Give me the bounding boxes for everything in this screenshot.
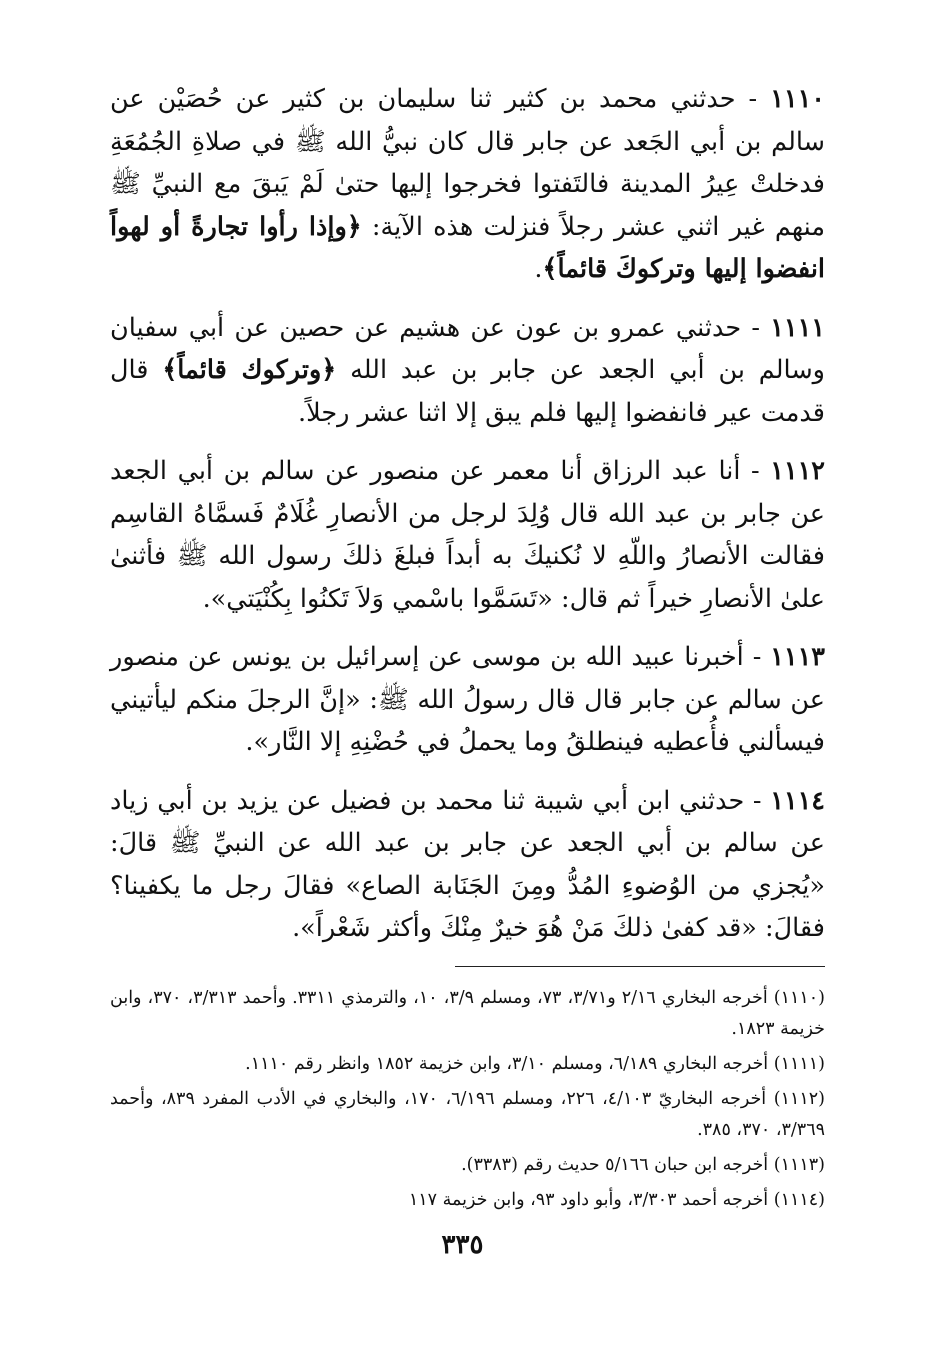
footnote-divider (455, 966, 825, 967)
hadith-text: أخبرنا عبيد الله بن موسى عن إسرائيل بن يونس عن منصور عن سالم عن جابر قال قال رسولُ الله ﷺ: «إنَّ الرجلَ منكم ليأتيني فيسألني فأُعطيه فينطلقُ وما يحملُ في حُضْنِهِ إلا النَّار». (110, 642, 825, 757)
quran-verse: ﴿وتركوك قائماً﴾ (162, 355, 337, 385)
footnote-1112: (١١١٢) أخرجه البخاريّ ٤/١٠٣، ٢٢٦، ومسلم ٦/١٩٦، ١٧٠، والبخاري في الأدب المفرد ٨٣٩، وأحمد ٣/٣٦٩، ٣٧٠، ٣٨٥. (110, 1088, 825, 1140)
footnote-1113: (١١١٣) أخرجه ابن حبان ٥/١٦٦ حديث رقم (٣٣٨٣). (461, 1154, 825, 1175)
footnote-1114: (١١١٤) أخرجه أحمد ٣/٣٠٣، وأبو داود ٩٣، وابن خزيمة ١١٧ (408, 1189, 825, 1210)
hadith-text: حدثني عمرو بن عون عن هشيم عن حصين عن أبي سفيان وسالم بن أبي الجعد عن جابر بن عبد الله (110, 312, 825, 385)
hadith-number: ١١١٢ (770, 456, 825, 486)
hadith-number: ١١١١ (770, 312, 826, 343)
hadith-number: ١١١٠ (770, 84, 825, 114)
hadith-text: أنا عبد الرزاق أنا معمر عن منصور عن سالم بن أبي الجعد عن جابر بن عبد الله قال وُلِدَ لرجل من الأنصارِ غُلَامٌ فَسمَّاهُ القاسِم فقالت الأنصارُ واللّهِ لا نُكنيكَ به أبداً فبلغَ ذلكَ رسول الله ﷺ فأثنىٰ علىٰ الأنصارِ خيراً ثم قال: «تَسَمَّوا باسْمي وَلاَ تَكنُوا بِكُنْيَتي». (110, 456, 825, 614)
hadith-1114: ١١١٤ - حدثني ابن أبي شيبة ثنا محمد بن فضيل عن يزيد بن أبي زياد عن سالم بن أبي الجعد عن جابر بن عبد الله عن النبيِّ ﷺ قالَ: «يُجزي من الوُضوءِ المُدُّ ومِنَ الجَنَابة الصاع» فقالَ رجل ما يكفينا؟ فقالَ: «قد كفىٰ ذلكَ مَنْ هُوَ خيرٌ مِنْكَ وأكثر شَعْراً». (110, 785, 825, 943)
hadith-tail: . (534, 254, 543, 284)
hadith-text: حدثني ابن أبي شيبة ثنا محمد بن فضيل عن يزيد بن أبي زياد عن سالم بن أبي الجعد عن جابر بن عبد الله عن النبيِّ ﷺ قالَ: «يُجزي من الوُضوءِ المُدُّ ومِنَ الجَنَابة الصاع» فقالَ رجل ما يكفينا؟ فقالَ: «قد كفىٰ ذلكَ مَنْ هُوَ خيرٌ مِنْكَ وأكثر شَعْراً». (110, 785, 825, 943)
hadith-1111: ١١١١ - حدثني عمرو بن عون عن هشيم عن حصين عن أبي سفيان وسالم بن أبي الجعد عن جابر بن عبد الله ﴿وتركوك قائماً﴾ قال قدمت عير فانفضوا إليها فلم يبق إلا اثنا عشر رجلاً. (110, 312, 826, 428)
footnote-1111: (١١١١) أخرجه البخاري ٦/١٨٩، ومسلم ٣/١٠، وابن خزيمة ١٨٥٢ وانظر رقم ١١١٠. (245, 1053, 825, 1074)
hadith-1113: ١١١٣ - أخبرنا عبيد الله بن موسى عن إسرائيل بن يونس عن منصور عن سالم عن جابر قال قال رسولُ الله ﷺ: «إنَّ الرجلَ منكم ليأتيني فيسألني فأُعطيه فينطلقُ وما يحملُ في حُضْنِهِ إلا النَّار». (110, 642, 826, 757)
footnotes (110, 983, 825, 1216)
footnote-1110: (١١١٠) أخرجه البخاري ٢/١٦ و٣/٧١، ٧٣، ومسلم ٣/٩، ١٠، والترمذي ٣٣١١. وأحمد ٣/٣١٣، ٣٧٠، وابن خزيمة ١٨٢٣. (110, 987, 825, 1039)
hadith-number: ١١١٤ (770, 785, 825, 816)
page-number: ٣٣٥ (441, 1230, 484, 1260)
hadith-1112: ١١١٢ - أنا عبد الرزاق أنا معمر عن منصور عن سالم بن أبي الجعد عن جابر بن عبد الله قال وُلِدَ لرجل من الأنصارِ غُلَامٌ فَسمَّاهُ القاسِم فقالت الأنصارُ واللّهِ لا نُكنيكَ به أبداً فبلغَ ذلكَ رسول الله ﷺ فأثنىٰ علىٰ الأنصارِ خيراً ثم قال: «تَسَمَّوا باسْمي وَلاَ تَكنُوا بِكُنْيَتي». (110, 456, 825, 614)
hadith-tail: قال قدمت عير فانفضوا إليها فلم يبق إلا اثنا عشر رجلاً. (110, 355, 825, 428)
quran-verse: ﴿وإذا رأوا تجارةً أو لهواً انفضوا إليها وتركوكَ قائماً﴾ (110, 211, 825, 284)
hadith-number: ١١١٣ (770, 642, 826, 672)
hadith-text: حدثني محمد بن كثير ثنا سليمان بن كثير عن حُصَيْن عن سالم بن أبي الجَعد عن جابر قال كان نبيُّ الله ﷺ في صلاةِ الجُمُعَةِ فدخلتْ عِيرُ المدينة فالتَفتوا فخرجوا إليها حتىٰ لَمْ يَبقَ مع النبيِّ ﷺ منهم غير اثني عشر رجلاً فنزلت هذه الآية: (110, 84, 825, 242)
hadith-1110: ١١١٠ - حدثني محمد بن كثير ثنا سليمان بن كثير عن حُصَيْن عن سالم بن أبي الجَعد عن جابر قال كان نبيُّ الله ﷺ في صلاةِ الجُمُعَةِ فدخلتْ عِيرُ المدينة فالتَفتوا فخرجوا إليها حتىٰ لَمْ يَبقَ مع النبيِّ ﷺ منهم غير اثني عشر رجلاً فنزلت هذه الآية: ﴿وإذا رأوا تجارةً أو لهواً انفضوا إليها وتركوكَ قائماً﴾. (110, 84, 825, 284)
